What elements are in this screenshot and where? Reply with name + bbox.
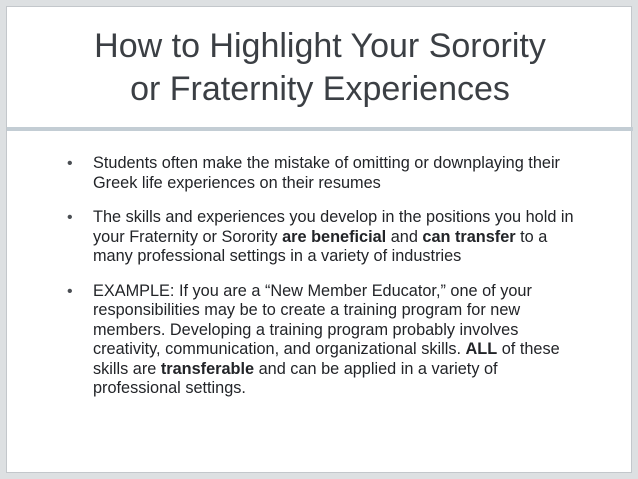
bullet-text <box>93 282 560 398</box>
bullet-item-1 <box>67 154 577 193</box>
slide <box>6 6 632 473</box>
bullet-dot-icon: • <box>67 155 73 172</box>
bullet-dot-icon: • <box>67 282 73 300</box>
emphasis-all: ALL <box>465 340 498 358</box>
bullet-text <box>93 208 574 265</box>
slide-title-line-2: or Fraternity Experiences <box>130 70 510 108</box>
slide-title-line-1: How to Highlight Your Sorority <box>94 27 546 65</box>
bullet-text-segment: Students often make the mistake of omitting or downplaying their Greek life experiences on their resumes <box>93 154 560 192</box>
bullet-dot-icon: • <box>67 209 73 226</box>
bullet-text-segment: and can be applied in a variety of professional settings. <box>93 359 498 397</box>
bullet-text-segment: to a many professional settings in a variety of industries <box>93 227 548 265</box>
emphasis-are-beneficial: are beneficial <box>282 227 387 246</box>
bullet-list <box>67 154 577 414</box>
bullet-item-3 <box>67 282 577 399</box>
emphasis-can-transfer: can transfer <box>422 227 516 246</box>
bullet-text-segment: and <box>386 227 423 246</box>
bullet-text-segment: of these skills are <box>93 340 560 378</box>
bullet-item-2 <box>67 208 577 267</box>
slide-title <box>7 25 633 111</box>
bullet-text-segment: EXAMPLE: If you are a “New Member Educator,” one of your responsibilities may be to create a training program for new members. Developing a training program probably involves creativity, communication, and organizational skills. <box>93 281 532 358</box>
bullet-text-segment: The skills and experiences you develop in the positions you hold in your Fraternity or Sorority <box>93 208 574 246</box>
emphasis-transferable: transferable <box>160 359 255 378</box>
title-divider <box>7 127 633 131</box>
bullet-text <box>93 154 560 192</box>
